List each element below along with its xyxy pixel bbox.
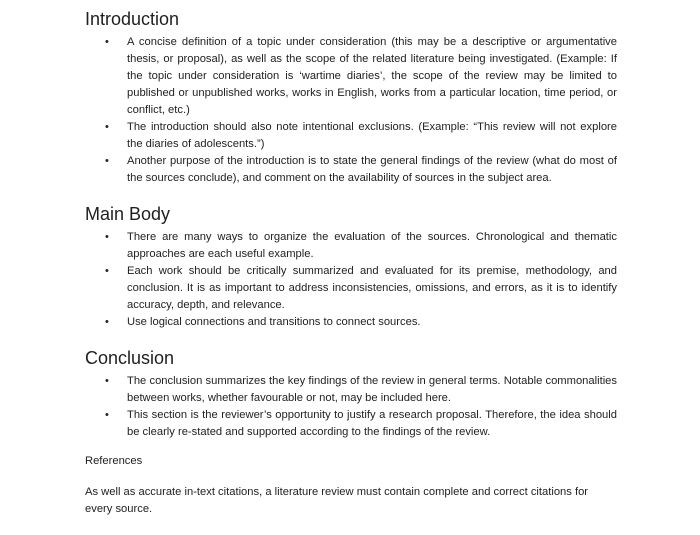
bullet-item (85, 373, 617, 407)
bullet-text: Each work should be critically summarized and evaluated for its premise, methodology, and conclusion. It is as important to address inconsistencies, omissions, and errors, as it is to identify accuracy, depth, and relevance. (127, 265, 617, 311)
bullet-text: A concise definition of a topic under consideration (this may be a descriptive or argumentative thesis, or proposal), as well as the scope of the related literature being investigated. (Example: If the topic under consideration is ‘wartime diaries’, the scope of the review may be limited to published or unpublished works, works in English, works from a particular location, time period, or conflict, etc.) (127, 36, 617, 116)
bullet-icon: • (105, 409, 109, 421)
bullet-icon: • (105, 231, 109, 243)
bullet-text: The introduction should also note intentional exclusions. (Example: “This review will not explore the diaries of adolescents.”) (127, 121, 617, 150)
section-introduction (85, 8, 617, 187)
bullet-item (85, 153, 617, 187)
section-heading: Conclusion (85, 348, 175, 368)
references-paragraph: As well as accurate in-text citations, a literature review must contain complete and correct citations for every source. (85, 486, 589, 515)
bullet-list (85, 229, 617, 331)
bullet-text: There are many ways to organize the evaluation of the sources. Chronological and thematic approaches are each useful example. (127, 231, 617, 260)
bullet-item (85, 314, 617, 331)
bullet-icon: • (105, 121, 109, 133)
section-main-body (85, 203, 617, 331)
bullet-item (85, 229, 617, 263)
bullet-icon: • (105, 316, 109, 328)
section-conclusion (85, 347, 617, 441)
bullet-text: Another purpose of the introduction is to state the general findings of the review (what do most of the sources conclude), and comment on the availability of sources in the subject area. (127, 155, 617, 184)
bullet-text: This section is the reviewer’s opportunity to justify a research proposal. Therefore, the idea should be clearly re-stated and supported according to the findings of the review. (127, 409, 617, 438)
bullet-icon: • (105, 36, 109, 48)
bullet-text: Use logical connections and transitions to connect sources. (127, 316, 421, 328)
bullet-icon: • (105, 155, 109, 167)
bullet-list (85, 34, 617, 187)
bullet-icon: • (105, 375, 109, 387)
bullet-item (85, 263, 617, 314)
bullet-list (85, 373, 617, 441)
bullet-item (85, 407, 617, 441)
section-heading: Introduction (85, 9, 180, 29)
references-label: References (85, 455, 143, 467)
bullet-icon: • (105, 265, 109, 277)
document-page (85, 8, 617, 518)
section-heading: Main Body (85, 204, 171, 224)
bullet-item (85, 34, 617, 119)
bullet-text: The conclusion summarizes the key findings of the review in general terms. Notable commonalities between works, whether favourable or not, may be included here. (127, 375, 617, 404)
bullet-item (85, 119, 617, 153)
